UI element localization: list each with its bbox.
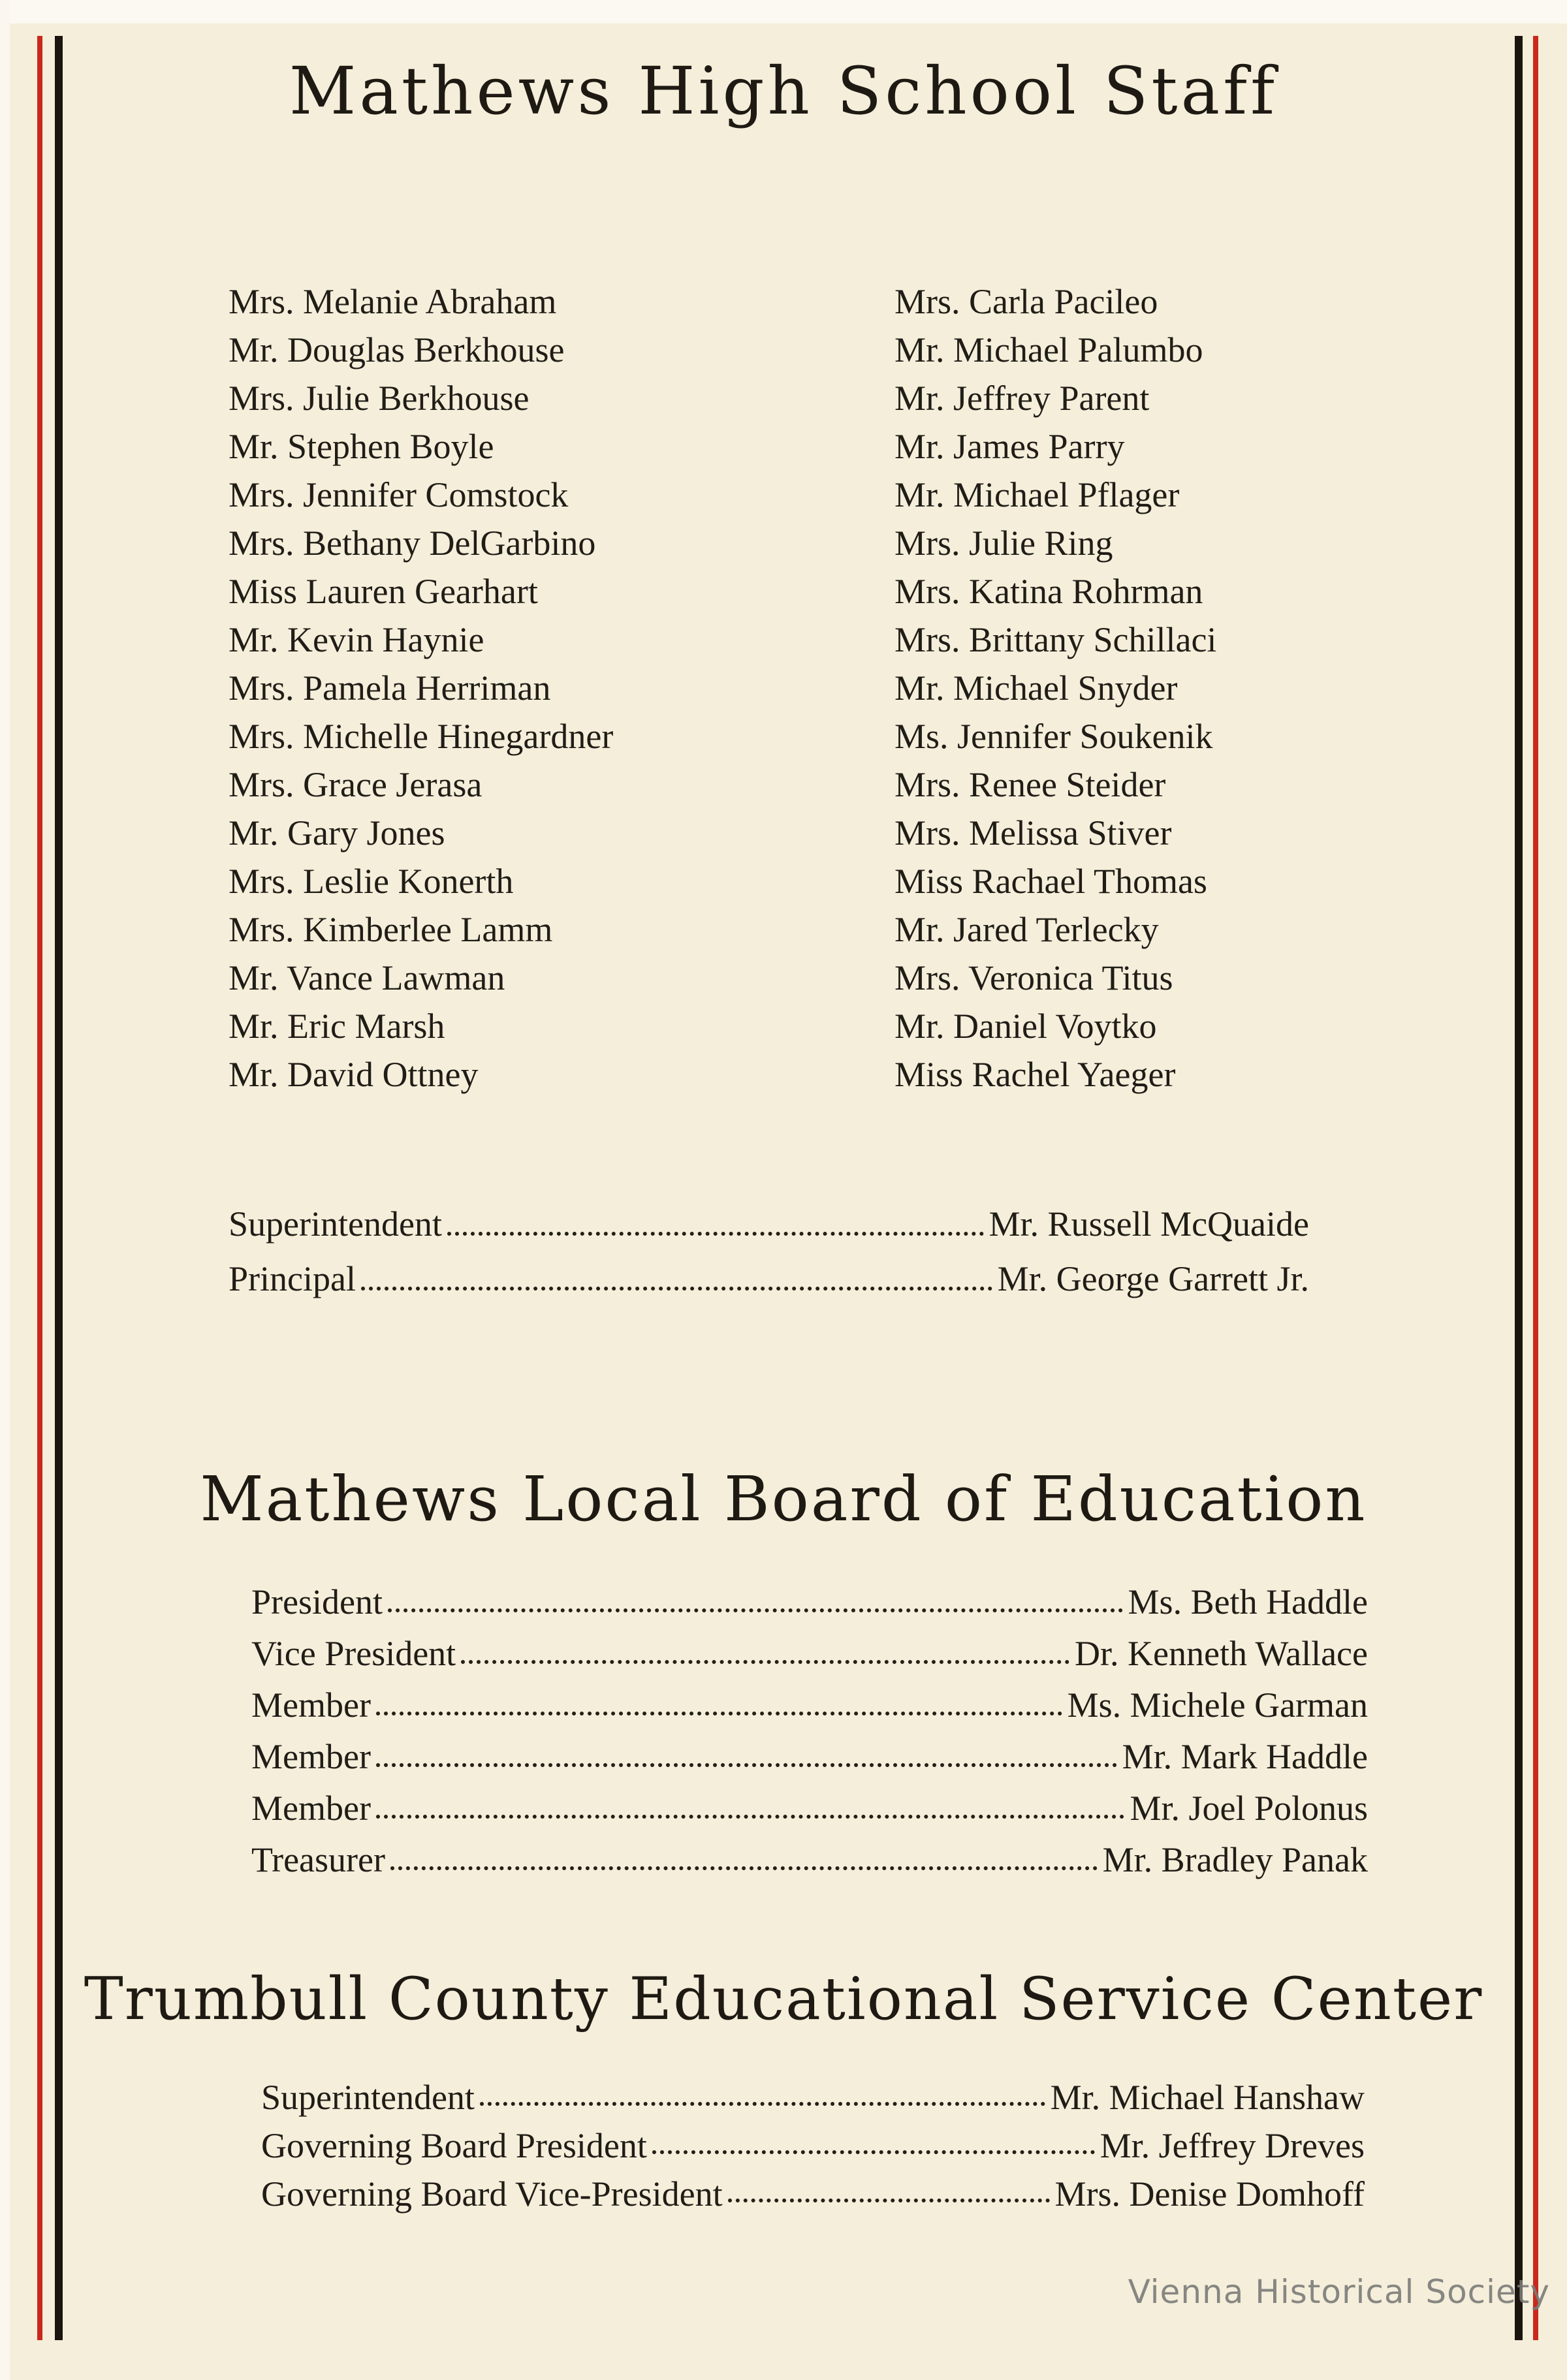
staff-name: Mrs. Grace Jerasa xyxy=(229,765,483,804)
staff-column-right xyxy=(894,277,1216,1099)
staff-name: Miss Rachel Yaeger xyxy=(894,1055,1176,1094)
staff-section-title: Mathews High School Staff xyxy=(289,53,1278,129)
row-label: President xyxy=(251,1582,383,1621)
staff-name: Mr. David Ottney xyxy=(229,1055,479,1094)
board-section-title: Mathews Local Board of Education xyxy=(200,1464,1367,1535)
staff-name: Mr. Vance Lawman xyxy=(229,958,505,997)
staff-name: Mr. Eric Marsh xyxy=(229,1007,445,1046)
staff-name: Mrs. Katina Rohrman xyxy=(894,572,1203,611)
staff-name: Mrs. Michelle Hinegardner xyxy=(229,717,614,756)
staff-name: Mrs. Veronica Titus xyxy=(894,958,1173,997)
row-label: Principal xyxy=(229,1259,356,1298)
dot-leader xyxy=(375,1783,1126,1834)
staff-name: Mr. Kevin Haynie xyxy=(229,620,484,659)
staff-name: Mr. Michael Pflager xyxy=(894,475,1180,514)
staff-column-left xyxy=(229,277,894,1099)
row-value: Mr. Joel Polonus xyxy=(1130,1788,1368,1828)
staff-name: Mrs. Pamela Herriman xyxy=(229,668,551,708)
row-value: Mr. Jeffrey Dreves xyxy=(1100,2125,1365,2165)
row-value: Mr. Mark Haddle xyxy=(1122,1736,1368,1776)
board-row xyxy=(251,1628,1368,1680)
staff-name: Mrs. Melissa Stiver xyxy=(894,813,1172,853)
staff-name: Mrs. Carla Pacileo xyxy=(894,282,1158,321)
row-value: Dr. Kenneth Wallace xyxy=(1075,1633,1368,1673)
service-center-section-title: Trumbull County Educational Service Center xyxy=(84,1964,1483,2033)
dot-leader xyxy=(446,1197,985,1251)
row-value: Mr. Michael Hanshaw xyxy=(1050,2077,1365,2117)
service-row xyxy=(261,2122,1365,2170)
staff-name: Mrs. Julie Ring xyxy=(894,524,1113,563)
dot-leader xyxy=(389,1834,1099,1886)
dot-leader xyxy=(651,2122,1096,2170)
school-admin-list xyxy=(229,1197,1309,1306)
dot-leader xyxy=(387,1576,1124,1628)
staff-name: Mr. James Parry xyxy=(894,427,1125,466)
service-center-list xyxy=(261,2073,1365,2218)
dot-leader xyxy=(479,2073,1047,2122)
row-value: Ms. Beth Haddle xyxy=(1128,1582,1368,1621)
staff-name: Mr. Stephen Boyle xyxy=(229,427,494,466)
staff-name: Mrs. Kimberlee Lamm xyxy=(229,910,553,949)
service-row xyxy=(261,2073,1365,2122)
service-row xyxy=(261,2170,1365,2218)
staff-name: Mrs. Bethany DelGarbino xyxy=(229,524,596,563)
board-row xyxy=(251,1834,1368,1886)
dot-leader xyxy=(375,1680,1064,1731)
dot-leader xyxy=(375,1731,1118,1783)
staff-name: Mr. Jeffrey Parent xyxy=(894,379,1150,418)
admin-row-principal xyxy=(229,1251,1309,1306)
board-row xyxy=(251,1731,1368,1783)
staff-name: Mrs. Melanie Abraham xyxy=(229,282,557,321)
staff-name-list xyxy=(229,277,1378,1099)
watermark: Vienna Historical Society xyxy=(1128,2273,1550,2311)
row-label: Superintendent xyxy=(229,1204,442,1244)
board-row xyxy=(251,1680,1368,1731)
dot-leader xyxy=(727,2170,1051,2218)
board-member-list xyxy=(251,1576,1368,1886)
row-value: Mrs. Denise Domhoff xyxy=(1054,2174,1365,2214)
row-label: Treasurer xyxy=(251,1840,385,1879)
staff-name: Ms. Jennifer Soukenik xyxy=(894,717,1213,756)
staff-name: Mrs. Julie Berkhouse xyxy=(229,379,530,418)
row-value: Ms. Michele Garman xyxy=(1067,1685,1368,1725)
staff-name: Mrs. Leslie Konerth xyxy=(229,862,514,901)
dot-leader xyxy=(460,1628,1071,1680)
staff-name: Miss Lauren Gearhart xyxy=(229,572,538,611)
staff-name: Mr. Gary Jones xyxy=(229,813,445,853)
staff-name: Mrs. Renee Steider xyxy=(894,765,1166,804)
board-row xyxy=(251,1783,1368,1834)
staff-name: Mr. Michael Palumbo xyxy=(894,330,1203,369)
staff-name: Mr. Daniel Voytko xyxy=(894,1007,1157,1046)
board-row xyxy=(251,1576,1368,1628)
row-value: Mr. Bradley Panak xyxy=(1102,1840,1368,1879)
staff-name: Mr. Michael Snyder xyxy=(894,668,1178,708)
row-label: Member xyxy=(251,1736,371,1776)
row-label: Superintendent xyxy=(261,2077,475,2117)
staff-name: Miss Rachael Thomas xyxy=(894,862,1207,901)
staff-name: Mrs. Jennifer Comstock xyxy=(229,475,569,514)
row-label: Vice President xyxy=(251,1633,456,1673)
admin-row-superintendent xyxy=(229,1197,1309,1251)
dot-leader xyxy=(360,1251,994,1306)
staff-name: Mr. Douglas Berkhouse xyxy=(229,330,565,369)
staff-name: Mr. Jared Terlecky xyxy=(894,910,1159,949)
row-label: Member xyxy=(251,1685,371,1725)
row-label: Governing Board Vice-President xyxy=(261,2174,723,2214)
row-label: Governing Board President xyxy=(261,2125,647,2165)
row-value: Mr. Russell McQuaide xyxy=(989,1204,1309,1244)
staff-name: Mrs. Brittany Schillaci xyxy=(894,620,1217,659)
row-label: Member xyxy=(251,1788,371,1828)
row-value: Mr. George Garrett Jr. xyxy=(997,1259,1309,1298)
